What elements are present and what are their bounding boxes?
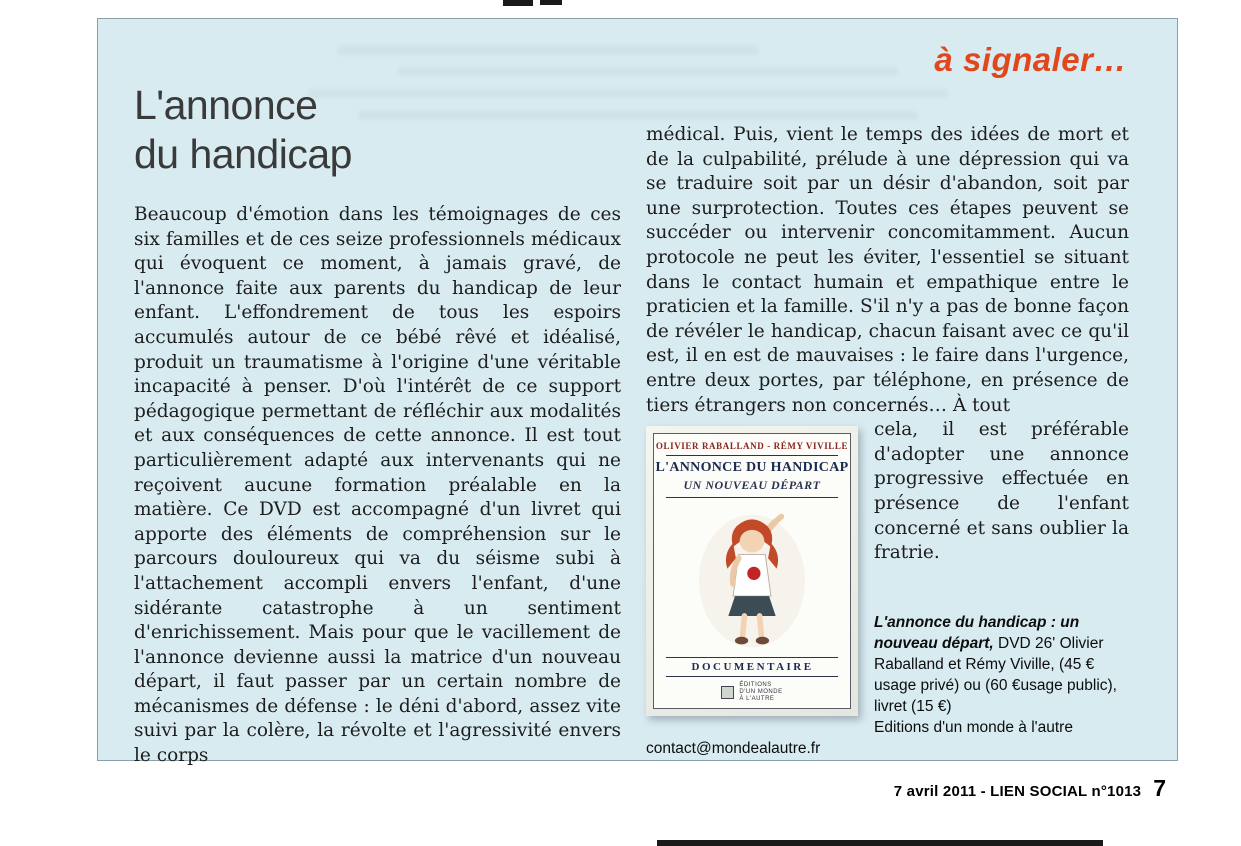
article-panel bbox=[97, 18, 1178, 767]
divider-line bbox=[666, 497, 839, 498]
publisher-name bbox=[739, 682, 782, 703]
caption-body: DVD 26' Olivier Raballand et Rémy Viville, (45 € usage privé) ou (60 €usage public), livret (15 €) bbox=[874, 634, 1117, 715]
left-column bbox=[134, 203, 621, 769]
dvd-cover-photo bbox=[646, 426, 858, 716]
dvd-publisher bbox=[721, 682, 782, 703]
scan-artifact-bottom bbox=[657, 840, 1103, 846]
article-title-line1: L'annonce bbox=[134, 82, 318, 128]
scan-artifact-top-2 bbox=[540, 0, 562, 5]
dvd-title: L'ANNONCE DU HANDICAP bbox=[655, 460, 849, 476]
bleed-through-artifact bbox=[308, 89, 948, 98]
article-title bbox=[134, 81, 352, 179]
bleed-through-artifact bbox=[398, 67, 898, 76]
dvd-genre-box: DOCUMENTAIRE bbox=[666, 657, 839, 677]
article-title-line2: du handicap bbox=[134, 131, 352, 177]
dvd-subtitle: UN NOUVEAU DÉPART bbox=[683, 478, 821, 493]
publisher-line3: À L'AUTRE bbox=[739, 696, 775, 703]
publisher-line1: ÉDITIONS bbox=[739, 682, 772, 689]
section-badge: à signaler… bbox=[934, 41, 1127, 78]
body-paragraph-wrap: cela, il est préférable d'adopter une annonce progressive effectuée en présence de l'enfant concerné et sans oublier la fratrie. bbox=[874, 419, 1129, 564]
body-paragraph-left: Beaucoup d'émotion dans les témoignages de ces six familles et de ces seize professionnels médicaux qui évoquent ce moment, à jamais gravé, de l'annonce faite aux parents du handicap de leur enfant. L'effondrement de tous les espoirs accumulés autour de ce bébé rêvé et idéalisé, produit un traumatisme à l'origine d'une véritable incapacité à penser. D'où l'intérêt de ce support pédagogique permettant de réfléchir aux modalités et aux conséquences de cette annonce. Il est tout particulièrement adapté aux intervenants qui ne reçoivent aucune formation préalable en la matière. Ce DVD est accompagné d'un livret qui apporte des éléments de compréhension sur le parcours douloureux qui va du séisme subi à l'attachement accompli envers l'enfant, d'une sidérante catastrophe à un sentiment d'enrichissement. Mais pour que le vacillement de l'annonce devienne aussi la matrice d'un nouveau départ, il faut passer par un certain nombre de mécanismes de défense : le déni d'abord, assez vite suivi par la colère, la révolte et l'agressivité envers le corps bbox=[134, 204, 621, 767]
publisher-line2: D'UN MONDE bbox=[739, 689, 783, 696]
dvd-authors: OLIVIER RABALLAND - RÉMY VIVILLE bbox=[655, 441, 849, 452]
bleed-through-artifact bbox=[338, 45, 758, 55]
caption-title: L'annonce du handicap : un nouveau départ, bbox=[874, 613, 1080, 652]
caption-publisher: Editions d'un monde à l'autre bbox=[874, 718, 1073, 736]
body-paragraph-right: médical. Puis, vient le temps des idées de mort et de la culpabilité, prélude à une dépression qui va se traduire soit par un désir d'abandon, soit par une surprotection. Toutes ces étapes peuvent se succéder ou intervenir concomitamment. Aucun protocole ne peut les éviter, l'essentiel se situant dans le contact humain et empathique entre le praticien et la famille. S'il n'y a pas de bonne façon de révéler le handicap, chacun faisant avec ce qu'il est, il en est de mauvaises : le faire dans l'urgence, entre deux portes, par téléphone, en présence de tiers étrangers non concernés… À tout bbox=[646, 124, 1129, 416]
girl-illustration bbox=[693, 502, 811, 657]
footer-issue: 7 avril 2011 - LIEN SOCIAL n°1013 bbox=[893, 783, 1142, 800]
bleed-through-artifact bbox=[358, 111, 918, 120]
dvd-cover bbox=[653, 433, 851, 709]
divider-line bbox=[666, 455, 839, 456]
scan-artifact-top-1 bbox=[503, 0, 533, 6]
publisher-logo bbox=[721, 686, 734, 699]
caption-email: contact@mondealautre.fr bbox=[646, 739, 821, 757]
footer-page-number: 7 bbox=[1153, 775, 1166, 801]
page-footer bbox=[894, 775, 1166, 802]
right-column bbox=[646, 123, 1129, 759]
